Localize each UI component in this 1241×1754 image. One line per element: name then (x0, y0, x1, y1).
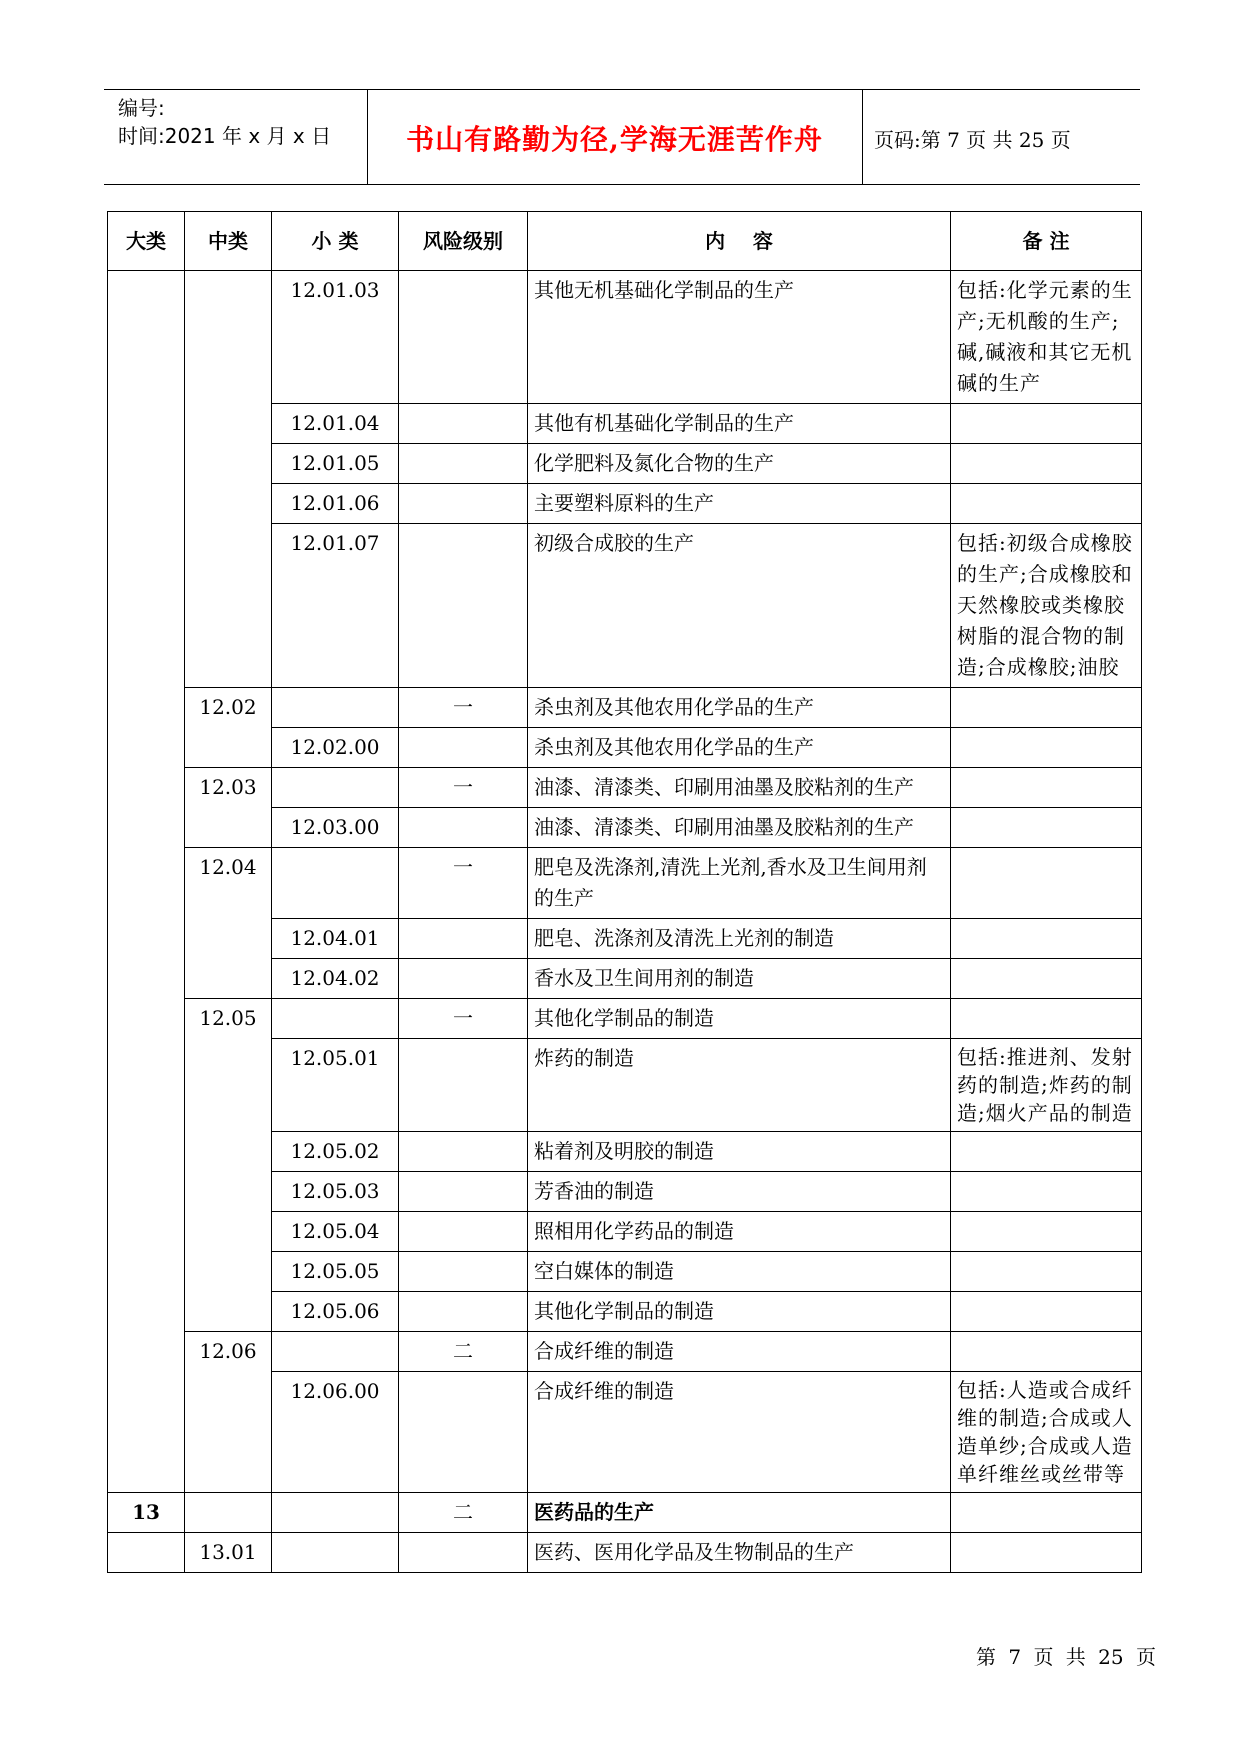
header-motto: 书山有路勤为径,学海无涯苦作舟 (406, 123, 823, 156)
small-cell (272, 1533, 399, 1573)
content-cell: 杀虫剂及其他农用化学品的生产 (528, 728, 951, 768)
page-footer: 第 7 页 共 25 页 (976, 1645, 1156, 1669)
content-cell: 主要塑料原料的生产 (528, 484, 951, 524)
note-cell (951, 728, 1142, 768)
risk-cell (399, 1372, 528, 1493)
small-cell: 12.04.01 (272, 919, 399, 959)
small-cell: 12.03.00 (272, 808, 399, 848)
small-cell: 12.05.03 (272, 1172, 399, 1212)
small-cell (272, 688, 399, 728)
note-cell (951, 1533, 1142, 1573)
risk-cell (399, 1533, 528, 1573)
mid-cell: 12.02 (185, 688, 272, 768)
content-cell: 炸药的制造 (528, 1039, 951, 1132)
header-divider (862, 90, 863, 184)
content-cell: 照相用化学药品的制造 (528, 1212, 951, 1252)
small-cell (272, 848, 399, 919)
note-cell: 包括:推进剂、发射药的制造;炸药的制造;烟火产品的制造 (951, 1039, 1142, 1132)
small-cell: 12.05.05 (272, 1252, 399, 1292)
table-row (108, 848, 1142, 919)
mid-cell (185, 271, 272, 688)
risk-cell (399, 959, 528, 999)
content-cell: 化学肥料及氮化合物的生产 (528, 444, 951, 484)
small-cell: 12.01.06 (272, 484, 399, 524)
mid-cell: 12.05 (185, 999, 272, 1332)
table-body (108, 271, 1142, 1573)
mid-cell: 13.01 (185, 1533, 272, 1573)
risk-cell: 一 (399, 848, 528, 919)
risk-cell: 一 (399, 999, 528, 1039)
content-cell: 初级合成胶的生产 (528, 524, 951, 688)
big-cell (108, 271, 185, 1493)
risk-cell: 二 (399, 1493, 528, 1533)
small-cell: 12.06.00 (272, 1372, 399, 1493)
table-row (108, 999, 1142, 1039)
risk-cell (399, 728, 528, 768)
col-header-big: 大类 (108, 212, 185, 271)
table-row (108, 271, 1142, 404)
note-cell (951, 1332, 1142, 1372)
content-cell: 医药品的生产 (528, 1493, 951, 1533)
note-cell (951, 1292, 1142, 1332)
content-cell: 肥皂及洗涤剂,清洗上光剂,香水及卫生间用剂的生产 (528, 848, 951, 919)
content-cell: 肥皂、洗涤剂及清洗上光剂的制造 (528, 919, 951, 959)
content-cell: 油漆、清漆类、印刷用油墨及胶粘剂的生产 (528, 808, 951, 848)
small-cell: 12.05.01 (272, 1039, 399, 1132)
small-cell: 12.01.04 (272, 404, 399, 444)
risk-cell: 二 (399, 1332, 528, 1372)
big-cell (108, 1533, 185, 1573)
note-cell (951, 444, 1142, 484)
col-header-content: 内 容 (528, 212, 951, 271)
number-label: 编号: (118, 96, 165, 120)
note-cell (951, 404, 1142, 444)
risk-cell (399, 1132, 528, 1172)
table-row (108, 1533, 1142, 1573)
content-cell: 其他化学制品的制造 (528, 1292, 951, 1332)
note-cell (951, 999, 1142, 1039)
content-cell: 其他无机基础化学制品的生产 (528, 271, 951, 404)
small-cell: 12.05.04 (272, 1212, 399, 1252)
small-cell: 12.02.00 (272, 728, 399, 768)
small-cell (272, 1493, 399, 1533)
small-cell: 12.01.05 (272, 444, 399, 484)
risk-cell (399, 271, 528, 404)
content-cell: 医药、医用化学品及生物制品的生产 (528, 1533, 951, 1573)
risk-cell (399, 404, 528, 444)
note-cell (951, 1212, 1142, 1252)
risk-cell: 一 (399, 768, 528, 808)
col-header-mid: 中类 (185, 212, 272, 271)
note-cell (951, 808, 1142, 848)
risk-cell (399, 1212, 528, 1252)
note-cell (951, 919, 1142, 959)
note-cell (951, 1493, 1142, 1533)
content-cell: 油漆、清漆类、印刷用油墨及胶粘剂的生产 (528, 768, 951, 808)
mid-cell (185, 1493, 272, 1533)
small-cell: 12.05.06 (272, 1292, 399, 1332)
content-cell: 香水及卫生间用剂的制造 (528, 959, 951, 999)
note-cell: 包括:初级合成橡胶的生产;合成橡胶和天然橡胶或类橡胶树脂的混合物的制造;合成橡胶;油胶 (951, 524, 1142, 688)
header-meta (118, 94, 331, 150)
note-cell: 包括:化学元素的生产;无机酸的生产;碱,碱液和其它无机碱的生产 (951, 271, 1142, 404)
risk-cell (399, 1292, 528, 1332)
risk-cell (399, 919, 528, 959)
note-cell (951, 1252, 1142, 1292)
risk-cell: 一 (399, 688, 528, 728)
header-page-label: 页码:第 7 页 共 25 页 (874, 128, 1071, 152)
note-cell (951, 484, 1142, 524)
big-cell: 13 (108, 1493, 185, 1533)
col-header-small: 小 类 (272, 212, 399, 271)
content-cell: 合成纤维的制造 (528, 1372, 951, 1493)
content-cell: 粘着剂及明胶的制造 (528, 1132, 951, 1172)
note-cell (951, 1172, 1142, 1212)
col-header-note: 备 注 (951, 212, 1142, 271)
note-cell (951, 688, 1142, 728)
note-cell: 包括:人造或合成纤维的制造;合成或人造单纱;合成或人造单纤维丝或丝带等 (951, 1372, 1142, 1493)
col-header-risk: 风险级别 (399, 212, 528, 271)
content-cell: 其他化学制品的制造 (528, 999, 951, 1039)
risk-cell (399, 1039, 528, 1132)
classification-table (107, 211, 1142, 1573)
risk-cell (399, 484, 528, 524)
small-cell: 12.04.02 (272, 959, 399, 999)
table-row (108, 1493, 1142, 1533)
table-row (108, 1332, 1142, 1372)
note-cell (951, 1132, 1142, 1172)
table-row (108, 688, 1142, 728)
table-header-row (108, 212, 1142, 271)
content-cell: 杀虫剂及其他农用化学品的生产 (528, 688, 951, 728)
content-cell: 其他有机基础化学制品的生产 (528, 404, 951, 444)
small-cell: 12.01.07 (272, 524, 399, 688)
small-cell: 12.05.02 (272, 1132, 399, 1172)
small-cell (272, 1332, 399, 1372)
small-cell: 12.01.03 (272, 271, 399, 404)
risk-cell (399, 808, 528, 848)
content-cell: 芳香油的制造 (528, 1172, 951, 1212)
small-cell (272, 768, 399, 808)
mid-cell: 12.03 (185, 768, 272, 848)
time-label: 时间:2021 年 x 月 x 日 (118, 124, 332, 148)
mid-cell: 12.04 (185, 848, 272, 999)
content-cell: 空白媒体的制造 (528, 1252, 951, 1292)
note-cell (951, 848, 1142, 919)
small-cell (272, 999, 399, 1039)
page-header (104, 89, 1140, 185)
note-cell (951, 959, 1142, 999)
risk-cell (399, 444, 528, 484)
note-cell (951, 768, 1142, 808)
risk-cell (399, 1172, 528, 1212)
table-row (108, 768, 1142, 808)
risk-cell (399, 524, 528, 688)
content-cell: 合成纤维的制造 (528, 1332, 951, 1372)
mid-cell: 12.06 (185, 1332, 272, 1493)
risk-cell (399, 1252, 528, 1292)
